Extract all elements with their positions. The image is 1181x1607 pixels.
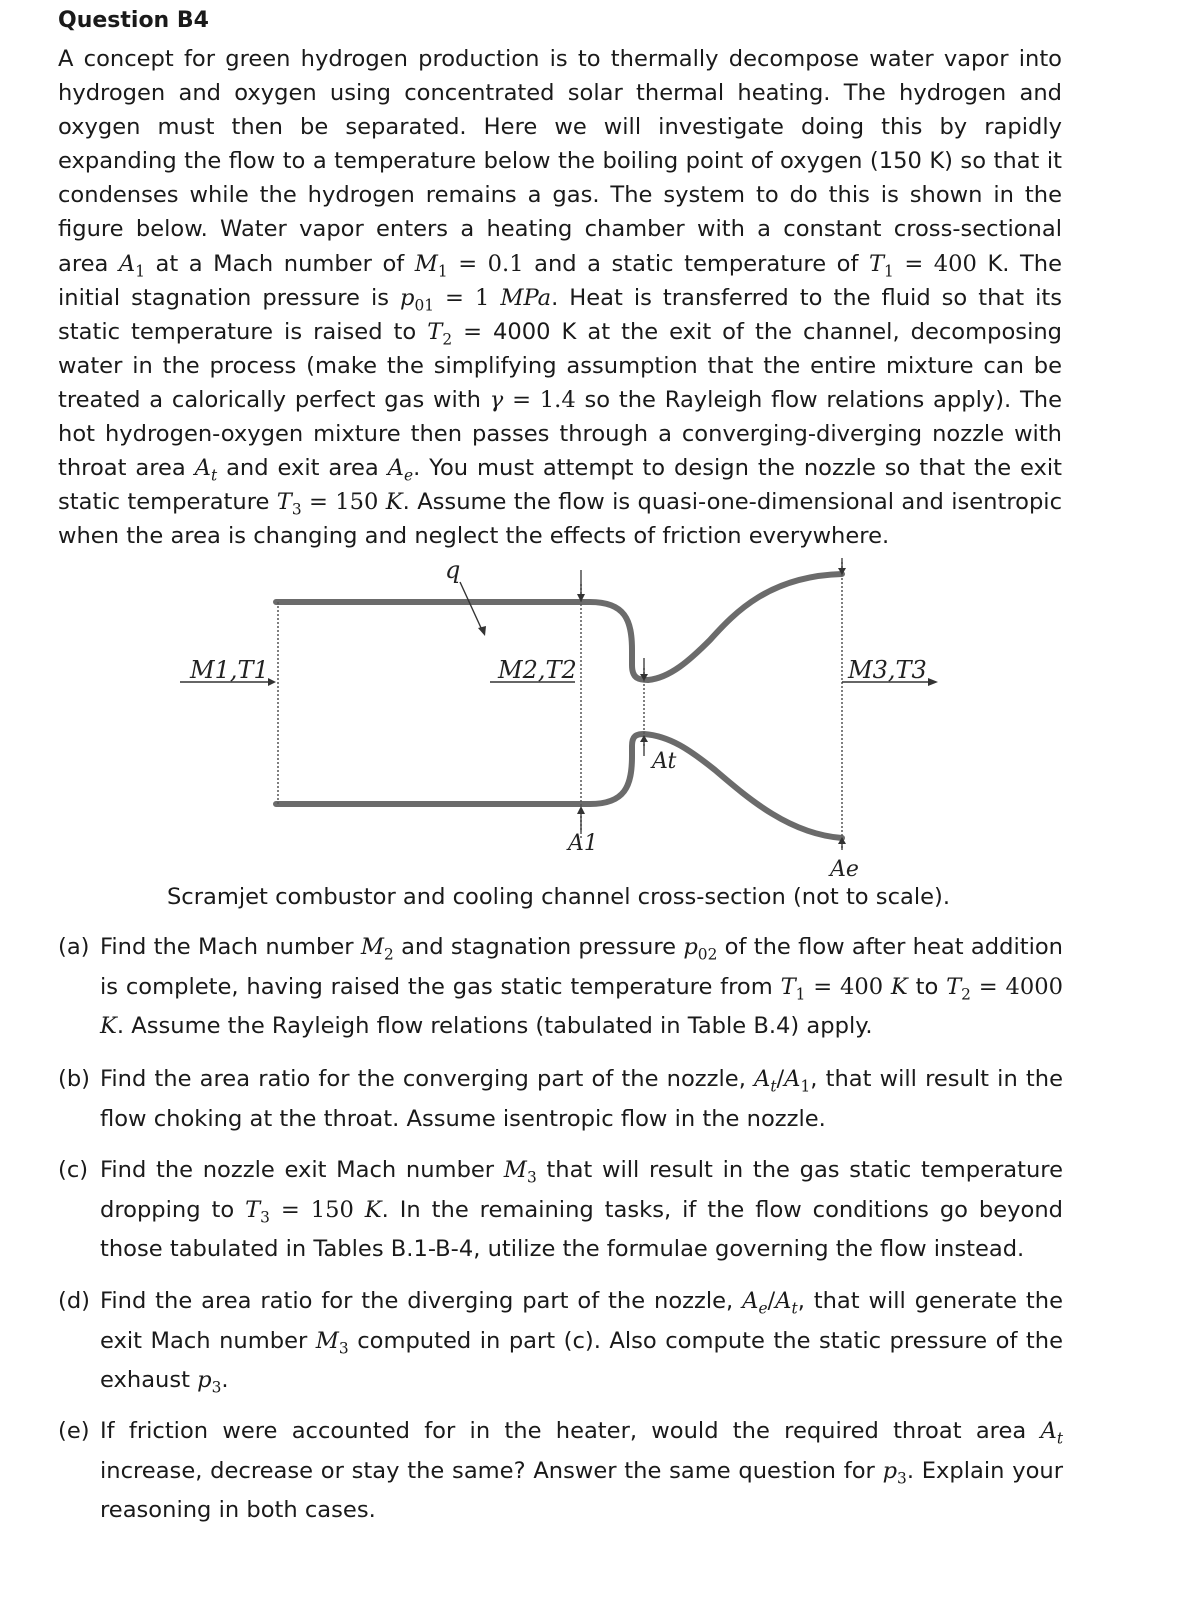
- part-c-text: Find the nozzle exit Mach number $M_3$ that will result in the gas static temperature dropping to $T_3 = 150$ K. In the remaining tasks, if the flow conditions go beyond those tabulated in Tables B.1-B-4, utilize the formulae governing the flow instead.: [100, 1157, 1063, 1263]
- heat-label: q: [445, 556, 461, 584]
- part-a: [58, 928, 1063, 1047]
- part-d: [58, 1282, 1063, 1401]
- heater-exit-state-label: M2,T2: [498, 656, 577, 684]
- part-d-label: (d): [58, 1288, 90, 1314]
- heat-arrow: [460, 582, 482, 630]
- chamber-top-wall: [276, 602, 648, 680]
- exit-area-label: Ae: [830, 857, 859, 882]
- part-c-label: (c): [58, 1157, 89, 1183]
- nozzle-exit-state-label: M3,T3: [848, 656, 927, 684]
- part-a-label: (a): [58, 934, 90, 960]
- part-d-text: Find the area ratio for the diverging part of the nozzle, $A_e/A_t$, that will generate the exit Mach number $M_3$ computed in part (c). Also compute the static pressure of the exhaust $p_3$.: [100, 1288, 1064, 1397]
- nozzle-figure: [170, 550, 970, 885]
- part-b-label: (b): [58, 1066, 90, 1092]
- part-a-text: Find the Mach number $M_2$ and stagnation pressure $p_{02}$ of the flow after heat addition is complete, having raised the gas static temperature from $T_1 = 400$ K to $T_2 = 4000$ K. Assume the Rayleigh flow relations (tabulated in Table B.4) apply.: [100, 934, 1064, 1040]
- nozzle-upper-diverging: [648, 574, 842, 680]
- throat-area-label: At: [652, 749, 677, 774]
- part-c: [58, 1151, 1063, 1270]
- figure-caption: Scramjet combustor and cooling channel cross-section (not to scale).: [166, 884, 951, 910]
- part-e-label: (e): [58, 1418, 90, 1444]
- part-b-text: Find the area ratio for the converging part of the nozzle, $A_t/A_1$, that will result in the flow choking at the throat. Assume isentropic flow in the nozzle.: [100, 1066, 1063, 1132]
- part-e: [58, 1412, 1063, 1531]
- part-b: [58, 1060, 1063, 1139]
- part-e-text: If friction were accounted for in the heater, would the required throat area $A_t$ increase, decrease or stay the same? Answer the same question for $p_3$. Explain your reasoning in both cases.: [100, 1418, 1063, 1524]
- nozzle-diagram: [170, 550, 970, 885]
- question-title: Question B4: [58, 8, 209, 33]
- inlet-state-label: M1,T1: [190, 656, 269, 684]
- question-intro: A concept for green hydrogen production is to thermally decompose water vapor into hydrogen and oxygen using concentrated solar thermal heating. The hydrogen and oxygen must then be separated. Here we will investigate doing this by rapidly expanding the flow to a temperature below the boiling point of oxygen (150 K) so that it condenses while the hydrogen remains a gas. The system to do this is shown in the figure below. Water vapor enters a heating chamber with a constant cross-sectional area $A_1$ at a Mach number of $M_1 = 0.1$ and a static temperature of $T_1 = 400$ K. The initial stagnation pressure is $p_{01} = 1$ MPa. Heat is transferred to the fluid so that its static temperature is raised to $T_2 = 4000$ K at the exit of the channel, decomposing water in the process (make the simplifying assumption that the entire mixture can be treated a calorically perfect gas with γ = 1.4 so the Rayleigh flow relations apply). The hot hydrogen-oxygen mixture then passes through a converging-diverging nozzle with throat area $A_t$ and exit area $A_e$. You must attempt to design the nozzle so that the exit static temperature $T_3 = 150$ K. Assume the flow is quasi-one-dimensional and isentropic when the area is changing and neglect the effects of friction everywhere.: [58, 46, 1063, 550]
- inlet-area-label: A1: [568, 831, 598, 856]
- chamber-bottom-wall: [276, 734, 644, 804]
